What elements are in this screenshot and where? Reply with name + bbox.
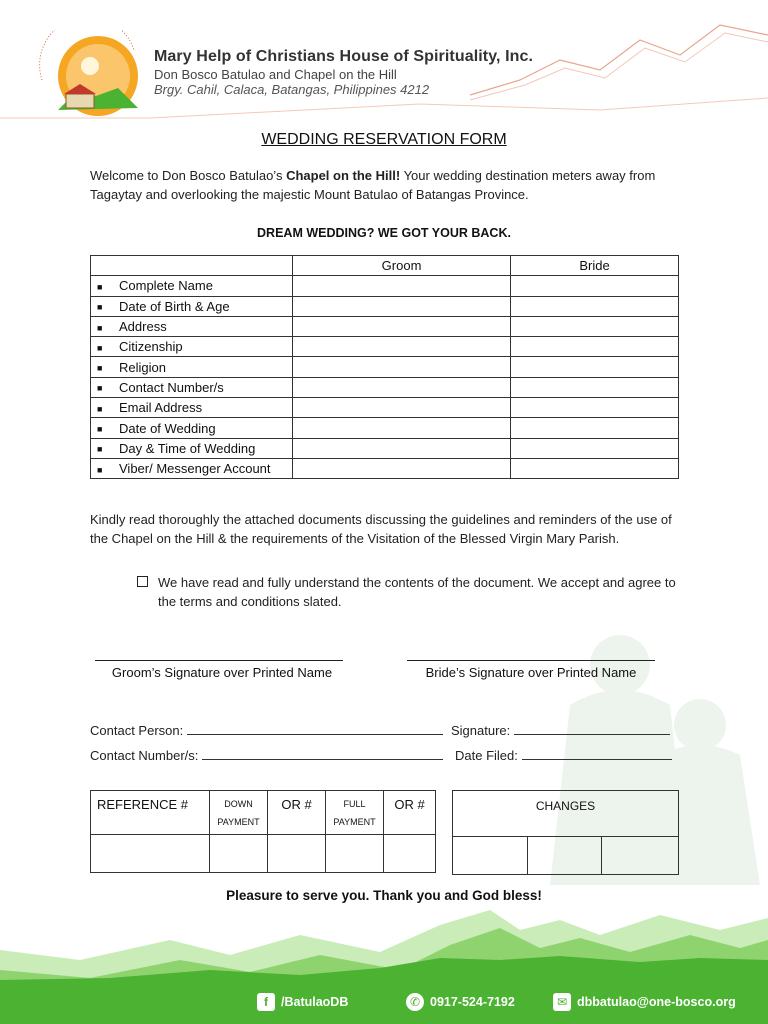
reference-header — [91, 791, 210, 835]
intro-text: Welcome to Don Bosco Batulao’s — [90, 168, 287, 183]
bullet-icon: ■ — [97, 322, 103, 333]
row-label-cell — [91, 357, 293, 377]
changes-cell[interactable] — [453, 837, 528, 875]
payment-reference-table — [90, 790, 436, 873]
groom-cell[interactable] — [293, 296, 511, 316]
bullet-icon: ■ — [97, 383, 103, 394]
bride-signature-label: Bride’s Signature over Printed Name — [425, 665, 637, 680]
tagline: DREAM WEDDING? WE GOT YOUR BACK. — [257, 226, 511, 240]
groom-cell[interactable] — [293, 276, 511, 296]
row-label: Viber/ Messenger Account — [119, 461, 271, 477]
groom-signature-line[interactable] — [95, 660, 343, 661]
bride-cell[interactable] — [511, 276, 679, 296]
table-row — [91, 276, 679, 296]
bride-cell[interactable] — [511, 398, 679, 418]
organization-address: Brgy. Cahil, Calaca, Batangas, Philippines 4212 — [154, 82, 430, 97]
full-payment-header — [326, 791, 384, 835]
row-label: Email Address — [119, 400, 203, 416]
table-row — [91, 357, 679, 377]
contact-person-input[interactable] — [187, 722, 443, 735]
bullet-icon: ■ — [97, 464, 103, 475]
full-label: FULL — [343, 798, 366, 809]
groom-cell[interactable] — [293, 377, 511, 397]
full-payment-cell[interactable] — [326, 835, 384, 873]
down-payment-cell[interactable] — [210, 835, 268, 873]
reminder-paragraph: Kindly read thoroughly the attached documents discussing the guidelines and reminders of the use of the Chapel on the Hill & the requirements of the Visitation of the Blessed Virgin Mary Parish. — [90, 512, 672, 546]
or-cell-2[interactable] — [384, 835, 436, 873]
organization-subtitle: Don Bosco Batulao and Chapel on the Hill — [154, 67, 397, 82]
bride-cell[interactable] — [511, 377, 679, 397]
bride-cell[interactable] — [511, 438, 679, 458]
table-row — [91, 791, 436, 835]
groom-cell[interactable] — [293, 438, 511, 458]
bride-signature-line[interactable] — [407, 660, 655, 661]
row-label: Date of Wedding — [119, 420, 216, 436]
viber-icon: ✆ — [406, 993, 424, 1011]
down-payment-label: PAYMENT — [217, 816, 260, 827]
table-row — [453, 791, 679, 837]
bride-cell[interactable] — [511, 458, 679, 478]
bullet-icon: ■ — [97, 363, 103, 374]
row-label-cell — [91, 377, 293, 397]
organization-name: Mary Help of Christians House of Spirituality, Inc. — [154, 48, 534, 65]
bullet-icon: ■ — [97, 424, 103, 435]
row-label-cell — [91, 316, 293, 336]
footer-email[interactable] — [553, 993, 736, 1011]
table-row — [91, 337, 679, 357]
signature-field — [451, 722, 670, 738]
table-row — [453, 837, 679, 875]
bride-cell[interactable] — [511, 337, 679, 357]
label-column-header — [91, 256, 293, 276]
bullet-icon: ■ — [97, 342, 103, 353]
row-label: Complete Name — [119, 278, 213, 294]
or-label: OR # — [281, 797, 312, 812]
groom-cell[interactable] — [293, 357, 511, 377]
changes-cell[interactable] — [602, 837, 679, 875]
or-cell[interactable] — [268, 835, 326, 873]
row-label-cell — [91, 296, 293, 316]
changes-header — [453, 791, 679, 837]
row-label-cell — [91, 276, 293, 296]
changes-label: CHANGES — [535, 799, 596, 813]
contact-number-input[interactable] — [202, 747, 443, 760]
changes-table — [452, 790, 679, 875]
phone-number: 0917-524-7192 — [430, 995, 515, 1009]
row-label-cell — [91, 458, 293, 478]
row-label: Citizenship — [119, 339, 183, 355]
row-label: Day & Time of Wedding — [119, 440, 256, 456]
down-payment-header — [210, 791, 268, 835]
groom-signature-label: Groom’s Signature over Printed Name — [111, 665, 333, 680]
table-row — [91, 296, 679, 316]
row-label: Address — [119, 319, 167, 335]
email-address: dbbatulao@one-bosco.org — [577, 995, 736, 1009]
acknowledge-text: We have read and fully understand the contents of the document. We accept and agree to the terms and conditions slated. — [158, 575, 676, 609]
contact-number-field — [90, 747, 443, 763]
date-filed-field — [455, 747, 672, 763]
row-label-cell — [91, 337, 293, 357]
signature-input[interactable] — [514, 722, 670, 735]
row-label: Date of Birth & Age — [119, 298, 230, 314]
row-label: Religion — [119, 359, 166, 375]
table-row — [91, 835, 436, 873]
date-filed-label: Date Filed: — [455, 748, 518, 763]
table-row — [91, 418, 679, 438]
down-label: DOWN — [224, 798, 253, 809]
bride-cell[interactable] — [511, 357, 679, 377]
reference-cell[interactable] — [91, 835, 210, 873]
facebook-handle: /BatulaoDB — [281, 995, 349, 1009]
bride-cell[interactable] — [511, 316, 679, 336]
intro-chapel-name: Chapel on the Hill! — [286, 168, 401, 183]
bullet-icon: ■ — [97, 302, 103, 313]
signature-label: Signature: — [451, 723, 511, 738]
footer-facebook[interactable] — [257, 993, 348, 1011]
mail-icon: ✉ — [553, 993, 571, 1011]
groom-cell[interactable] — [293, 337, 511, 357]
bride-column-header: Bride — [511, 256, 679, 276]
footer-phone[interactable] — [406, 993, 515, 1011]
bullet-icon: ■ — [97, 282, 103, 292]
groom-cell[interactable] — [293, 316, 511, 336]
groom-cell[interactable] — [293, 398, 511, 418]
row-label: Contact Number/s — [119, 379, 224, 395]
groom-cell[interactable] — [293, 458, 511, 478]
groom-column-header: Groom — [293, 256, 511, 276]
table-row — [91, 398, 679, 418]
contact-number-label: Contact Number/s: — [90, 748, 199, 763]
or-label-2: OR # — [394, 797, 425, 812]
table-row — [91, 377, 679, 397]
acknowledge-checkbox[interactable] — [137, 576, 148, 587]
or-header — [268, 791, 326, 835]
reference-label: REFERENCE # — [97, 797, 189, 812]
groom-cell[interactable] — [293, 418, 511, 438]
logo — [38, 30, 144, 120]
full-payment-label: PAYMENT — [333, 816, 376, 827]
bullet-icon: ■ — [97, 444, 103, 455]
row-label-cell — [91, 418, 293, 438]
table-row — [91, 316, 679, 336]
table-header-row — [91, 256, 679, 276]
closing-message: Pleasure to serve you. Thank you and God bless! — [226, 888, 542, 903]
facebook-icon: f — [257, 993, 275, 1011]
changes-cell[interactable] — [527, 837, 602, 875]
intro-text-end: Your wedding destination meters away from Tagaytay and overlooking the majestic Mount Batulao of Batangas Province. — [90, 168, 656, 202]
couple-info-table — [90, 255, 679, 479]
contact-person-field — [90, 722, 443, 738]
bride-cell[interactable] — [511, 418, 679, 438]
contact-person-label: Contact Person: — [90, 723, 184, 738]
row-label-cell — [91, 438, 293, 458]
table-row — [91, 438, 679, 458]
bride-cell[interactable] — [511, 296, 679, 316]
intro-paragraph — [90, 166, 690, 204]
or-header-2 — [384, 791, 436, 835]
bullet-icon: ■ — [97, 403, 103, 414]
form-title: WEDDING RESERVATION FORM — [261, 131, 507, 148]
date-filed-input[interactable] — [522, 747, 672, 760]
table-row — [91, 458, 679, 478]
row-label-cell — [91, 398, 293, 418]
